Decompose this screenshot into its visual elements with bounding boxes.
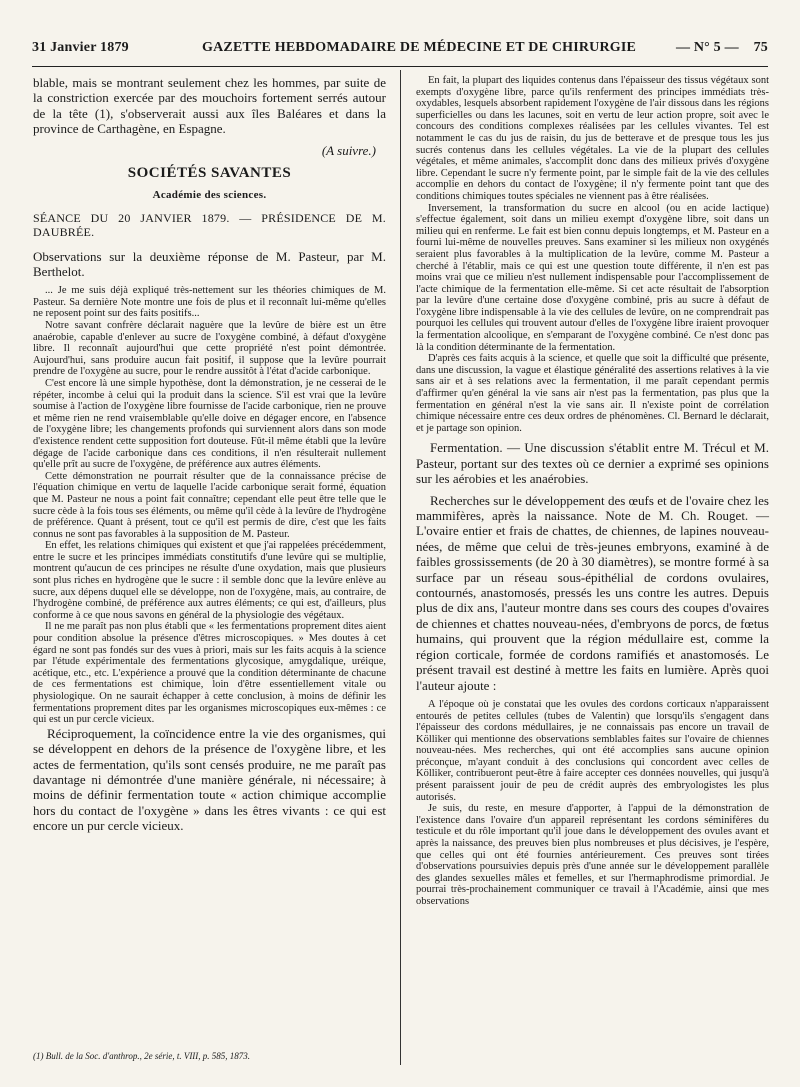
to-be-continued: (A suivre.) — [321, 142, 376, 158]
quoted-paragraph: Je suis, du reste, en mesure d'apporter, à l'appui de la démonstration de l'existence dans l'ovaire d'un appareil représentant les cordons séminifères du testicule et du rôle important qu'il joue dans le développement des ovules avant et après la naissance, des preuves bien plus nombreuses et plus décisives, je l'espère, que celles qui ont été fournies antérieurement. Ces preuves sont tirées d'observations poursuivies depuis près d'une année sur le développement parallèle des glandes sexuelles mâles et femelles, et sur l'hermaphrodisme primordial. Je pourrai très-prochainement communiquer ce travail à l'Académie, ainsi que mes observations — [416, 803, 769, 907]
communication-title: Observations sur la deuxième réponse de M. Pasteur, par M. Berthelot. — [33, 249, 386, 280]
session-heading: SÉANCE DU 20 JANVIER 1879. — PRÉSIDENCE DE M. DAUBRÉE. — [33, 211, 386, 240]
society-heading: Académie des sciences. — [152, 188, 267, 201]
paragraph: D'après ces faits acquis à la science, et quelle que soit la difficulté que présente, dans une discussion, la vague et élastique généralité des assertions relatives à la vie sans air et à ses relations avec la fermentation, il me paraît cependant permis d'affirmer qu'en général la vie sans air n'est pas la fermentation, pas plus que la fermentation en général n'est la vie sans air. Il n'existe point de corrélation chimique nécessaire entre ces deux ordres de phénomènes. Cl. Bernard le déclarait, et je partage son opinion. — [416, 353, 769, 434]
fermentation-note: Fermentation. — Une discussion s'établit entre M. Trécul et M. Pasteur, portant sur des textes où ce dernier a exprimé ses opinions sur les aérobies et les anaérobies. — [416, 440, 769, 487]
footnote: (1) Bull. de la Soc. d'anthrop., 2e série, t. VIII, p. 585, 1873. — [33, 1051, 251, 1061]
notes-block — [416, 440, 769, 693]
final-paragraph-block — [33, 726, 386, 834]
paragraph: En fait, la plupart des liquides contenus dans l'épaisseur des tissus végétaux sont exempts d'oxygène libre, parce qu'ils renferment des principes immédiats très-oxydables, lesquels absorbent rapidement l'oxygène de l'air dissous dans les régions superficielles ou dans les lacunes, soit en vertu de leur action propre, soit avec le concours des conditions complexes réalisées par les cellules vivantes. Tel est notamment le cas du jus de raisin, du jus de betterave et de presque tous les jus sucrés contenus dans les cellules végétales. La vie de la plupart des cellules végétales, et même animales, s'accomplit donc dans des milieux privés d'oxygène libre. Cependant le sucre n'y fermente point, par le simple fait de la vie des cellules accomplie en dehors du contact de l'oxygène; il n'y fermente point tant que des conditions chimiques toutes spéciales ne viennent pas à être réalisées. — [416, 75, 769, 202]
left-column — [33, 75, 386, 834]
running-header — [32, 40, 768, 60]
page-number: 75 — [753, 40, 768, 55]
journal-title: GAZETTE HEBDOMADAIRE DE MÉDECINE ET DE CHIRURGIE — [202, 40, 637, 55]
paragraph: ... Je me suis déjà expliqué très-nettement sur les théories chimiques de M. Pasteur. Sa dernière Note montre une fois de plus et il reconnaît lui-même qu'elles ne reposent point sur des faits positifs... — [33, 285, 386, 320]
paragraph: Il ne me paraît pas non plus établi que « les fermentations proprement dites aient pour condition absolue la présence d'êtres microscopiques. » Mes doutes à cet égard ne sont pas fondés sur des vues à priori, mais sur les faits acquis à la science par l'étude expérimentale des fermentations glycosique, amygdalique, uréique, acétique, etc., etc. L'expérience a prouvé que la condition déterminante de chacune de ces fermentations est chimique, loin d'être essentiellement vitale ou physiologique. On ne saurait échapper à cette conclusion, à moins de définir les fermentations proprement dites par les organismes microscopiques eux-mêmes : ce qui est un pur cercle vicieux. — [33, 621, 386, 726]
section-heading: SOCIÉTÉS SAVANTES — [127, 165, 292, 182]
issue-and-page — [676, 40, 768, 56]
column-divider — [400, 70, 401, 1065]
issue-date: 31 Janvier 1879 — [32, 40, 129, 55]
issue-number: — N° 5 — — [675, 40, 739, 55]
paragraph: En effet, les relations chimiques qui existent et que j'ai rappelées précédemment, entre le sucre et les principes immédiats constitutifs d'une levûre qui se multiplie, montrent qu'aucun de ces principes ne résulte d'une oxydation, mais que plusieurs sont plus riches en hydrogène que le sucre : il semble donc que la levûre enlève au sucre, aux dépens duquel elle se développe, non de l'oxygène, mais, au contraire, de l'hydrogène combiné, de préférence aux autres éléments; ce qui est, d'ailleurs, plus conforme à ce que nous savons en général de la physiologie des végétaux. — [33, 540, 386, 621]
paragraph: C'est encore là une simple hypothèse, dont la démonstration, je ne cesserai de le répéter, incombe à celui qui la produit dans la science. S'il est vrai que la levûre soumise à l'action de l'oxygène libre fournisse de l'acide carbonique, rien ne prouve et même rien ne rend vraisemblable qu'elle doive en dégager encore, en l'absence de l'oxygène libre; les changements profonds qui surviennent alors dans son mode d'existence rendent cette supposition fort douteuse. Fût-il même établi que la levûre dégage de l'acide carbonique dans ces conditions, il n'en résulterait nullement qu'elle prît au sucre de l'oxygène, de préférence aux autres éléments. — [33, 377, 386, 471]
paragraph: Réciproquement, la coïncidence entre la vie des organismes, qui se développent en dehors de la présence de l'oxygène libre, et les actes de fermentation, qu'ils sont censés produire, ne me paraît pas davantage ni démontrée d'une manière générale, ni nécessaire; à moins de définir fermentation toute « action chimique accomplie hors du contact de l'oxygène » dans les êtres vivants : ce qui est encore un pur cercle vicieux. — [33, 725, 386, 834]
paragraph: Notre savant confrère déclarait naguère que la levûre de bière est un être anaérobie, capable d'enlever au sucre de l'oxygène combiné, à défaut d'oxygène libre. Il reconnaît aujourd'hui que cette propriété n'est point démontrée. Aujourd'hui, sans produire aucun fait positif, il suppose que la levûre pourrait prendre de l'oxygène au sucre, pour le rendre aussitôt à l'état d'acide carbonique. — [33, 320, 386, 378]
quoted-paragraph: A l'époque où je constatai que les ovules des cordons corticaux n'apparaissent entourés de petites cellules (tubes de Valentin) que lorsqu'ils s'engagent dans l'épaisseur des cordons médullaires, je ne connaissais pas encore un travail de Kölliker qui mentionne des observations semblables faites sur l'ovaire de chiennes nouveau-nées. Mes recherches, qui ont été accomplies sans aucune opinion préconçue, m'ayant conduit à des conclusions qui concordent avec celles de Kölliker, contribueront peut-être à faire accepter ces données nouvelles, qui jusqu'à présent paraissent jouir de peu de crédit auprès des embryologistes les plus autorisés. — [416, 698, 769, 803]
paragraph: Cette démonstration ne pourrait résulter que de la connaissance précise de l'équation chimique en vertu de laquelle l'acide carbonique serait formé, équation que M. Pasteur ne nous a point fait connaître; cependant elle peut être telle que le sucre cède à la fois tous ses éléments, ou même qu'il cède à la levûre de l'hydrogène de préférence. Quant à présent, tout ce qu'il est permis de dire, c'est que les faits connus ne sont pas favorables à la supposition de M. Pasteur. — [33, 470, 386, 540]
header-rule — [32, 66, 768, 67]
continued-article — [33, 75, 386, 158]
rouget-note: Recherches sur le développement des œufs et de l'ovaire chez les mammifères, après la naissance. Note de M. Ch. Rouget. — L'ovaire entier et frais de chattes, de chiennes, de lapines nouveau-nées, de même que celui de très-jeunes embryons, examiné à de faibles grossissements (de 20 à 30 diamètres), se montre formé à sa surface par un réseau sous-épithélial de cordons ovulaires, contournés, anastomosés, pressés les uns contre les autres. Depuis plus de dix ans, l'auteur montre dans ses cours des coupes d'ovaires de chiennes et chattes nouveau-nées, d'embryons de porcs, de fœtus humains, qui prouvent que la région médullaire est, comme la région corticale, formée de cordons ramifiés et anastomosés. Le présent travail est destiné à mettre les faits en lumière. Après quoi l'auteur ajoute : — [416, 492, 769, 693]
right-column — [416, 75, 769, 908]
paragraph: Inversement, la transformation du sucre en alcool (ou en acide lactique) s'effectue également, soit dans un milieu exempt d'oxygène libre, soit dans un milieu qui en renferme. Le fait est bien connu depuis longtemps, et M. Pasteur en a fourni lui-même de nouvelles preuves. Sans examiner si les milieux non oxygénés seraient plus favorables à la multiplication de la levûre, comme M. Pasteur a cherché à l'établir, mais ce qui est une question toute différente, il n'en est pas moins vrai que ce milieu n'est nullement indispensable pour l'accomplissement de l'acte chimique de la fermentation elle-même. Si cet acte résultait de l'absorption par la levûre d'une certaine dose d'oxygène combiné, pris au sucre à défaut de l'oxygène libre indispensable à la vie des cellules de levûre, on ne comprendrait pas pourquoi les cellules qui trouvent autour d'elles de l'oxygène libre iraient provoquer la fermentation alcoolique, en s'emparant de l'oxygène combiné. Ce n'est donc pas là la condition déterminante de la fermentation. — [416, 202, 769, 353]
article-tail: blable, mais se montrant seulement chez les hommes, par suite de la constriction exercée par des mouchoirs fortement serrés autour de la tête (1), s'observerait aussi aux îles Baléares et dans la province de Carthagène, en Espagne. — [33, 75, 386, 137]
